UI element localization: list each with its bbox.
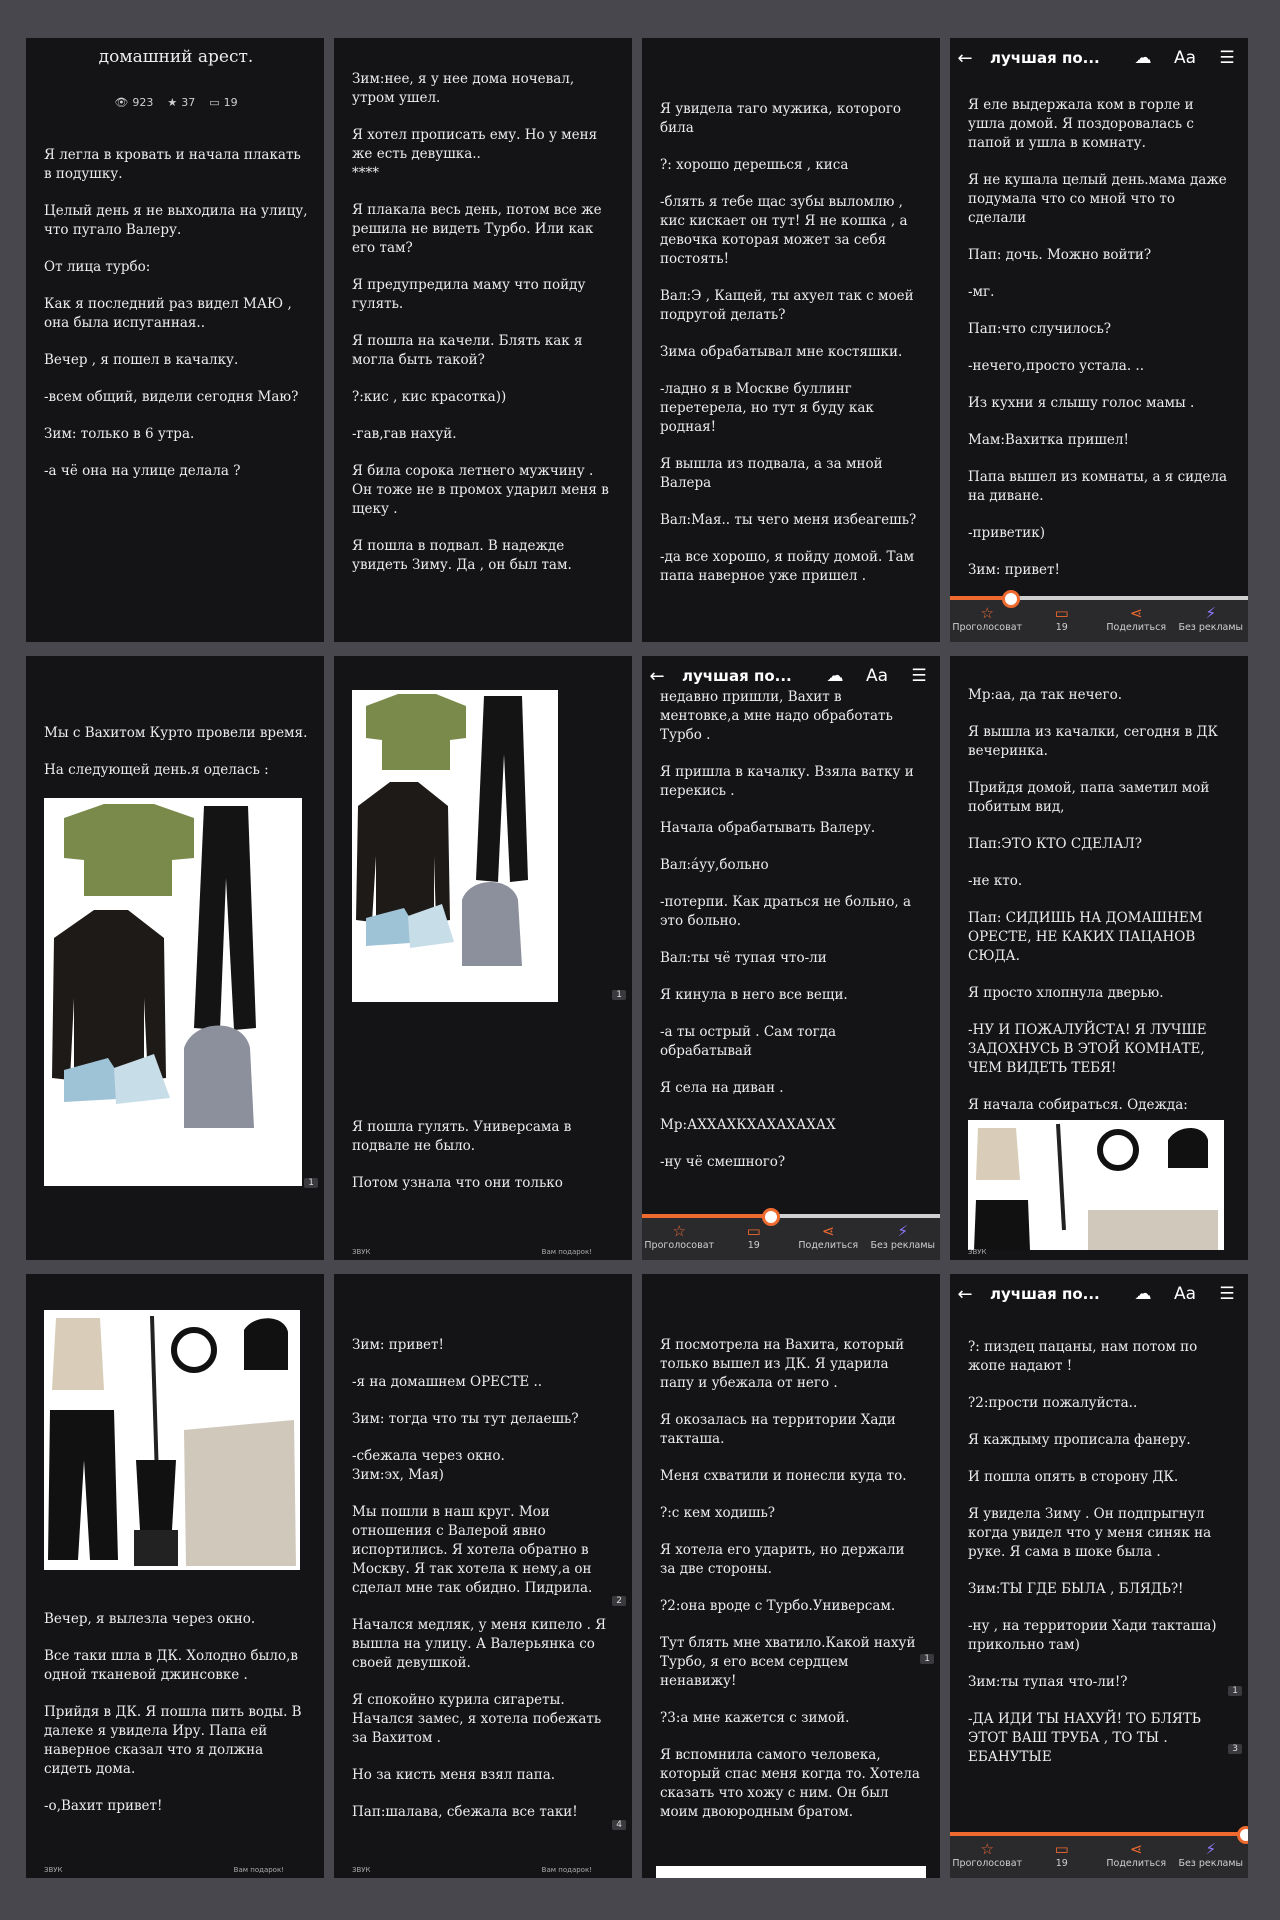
paragraph: Я вспомнила самого человека, который спас меня когда то. Хотела сказать что хожу с ним. Он был моим двоюродным братом. [660,1747,920,1820]
comment-badge[interactable]: 1 [920,1654,934,1664]
paragraph: -я на домашнем ОРЕСТЕ .. [352,1374,543,1390]
paragraph: Вечер , я пошел в качалку. [44,352,239,368]
paragraph: ?3:а мне кажется с зимой. [660,1710,850,1726]
paragraph: -гав,гав нахуй. [352,426,457,442]
paragraph: Зим: тогда что ты тут делаешь? [352,1411,579,1427]
paragraph: -потерпи. Как драться не больно, а это больно. [660,894,911,929]
paragraph: Вал:Э , Кащей, ты ахуел так с моей подругой делать? [660,288,914,323]
sound-label: ЗВУК [352,1866,371,1874]
paragraph: Прийдя домой, папа заметил мой побитым вид, [968,780,1210,815]
paragraph: -а чё она на улице делала ? [44,463,241,479]
comment-badge[interactable]: 2 [612,1596,626,1606]
paragraph: Я легла в кровать и начала плакать в подушку. [44,147,301,182]
screenshot-collage [26,38,1248,1878]
paragraph: -сбежала через окно. Зим:эх, Мая) [352,1448,505,1483]
comment-icon: ▭ [209,96,220,109]
font-settings-button[interactable]: Aa [865,666,889,686]
paragraph: ?:кис , кис красотка)) [352,389,507,405]
cloud-download-icon[interactable]: ☁ [1134,1284,1152,1304]
outfit-image[interactable] [968,1120,1224,1250]
paragraph: Тут блять мне хватило.Какой нахуй Турбо, я его всем сердцем ненавижу! [660,1635,916,1689]
paragraph: Мам:Вахитка пришел! [968,432,1129,448]
paragraph: Я пришла в качалку. Взяла ватку и перекись . [660,764,914,799]
reader-page-4 [950,38,1248,642]
cloud-download-icon[interactable]: ☁ [826,666,844,686]
list-menu-icon[interactable]: ☰ [1219,1284,1235,1304]
action-row [642,1222,940,1251]
outfit-collage-icon [352,690,558,1002]
paragraph: Зим:нее, я у нее дома ночевал, утром ушел. [352,71,575,106]
paragraph: Пап:ЭТО КТО СДЕЛАЛ? [968,836,1143,852]
reader-bottom-bar [642,1214,940,1260]
back-arrow-icon[interactable]: ← [957,47,973,69]
comments-button[interactable]: ▭ 19 [1025,1840,1100,1869]
no-ads-button[interactable]: ⚡ Без рекламы [1174,604,1249,633]
paragraph: Я увидела таго мужика, которого била [660,101,902,136]
sound-label: ЗВУК [44,1866,63,1874]
cloud-download-icon[interactable]: ☁ [1134,48,1152,68]
chapter-text [352,1336,616,1840]
reader-page-2 [334,38,632,642]
comment-badge[interactable]: 1 [1228,1686,1242,1696]
chapter-text [352,1118,616,1211]
chapter-text [968,96,1232,598]
back-arrow-icon[interactable]: ← [957,1283,973,1305]
eye-icon: 👁 [114,96,129,109]
paragraph: недавно пришли, Вахит в ментовке,а мне надо обработать Турбо . [660,689,893,743]
vote-button[interactable]: ☆ Проголосоват [950,604,1025,633]
paragraph: -ладно я в Москве буллинг перетерела, но тут я буду как родная! [660,381,874,435]
paragraph: Зим:ты тупая что-ли!? [968,1674,1128,1690]
reader-bottom-bar [950,596,1248,642]
comment-icon: ▭ [746,1222,761,1240]
reading-progress-fill [642,1214,770,1218]
paragraph: Из кухни я слышу голос мамы . [968,395,1195,411]
reader-toolbar [950,38,1248,78]
comments-button[interactable]: ▭ 19 [1025,604,1100,633]
promo-strip[interactable] [26,1866,324,1878]
reader-page-3 [642,38,940,642]
paragraph: Зим: привет! [352,1337,444,1353]
paragraph: Вал:Мая.. ты чего меня избеагешь? [660,512,917,528]
chapter-text [660,100,924,604]
reading-progress-fill [950,596,1010,600]
chapter-text [968,686,1232,1133]
promo-banner[interactable] [656,1866,926,1878]
share-icon: ⋖ [1129,1840,1143,1858]
lightning-icon: ⚡ [1205,604,1217,622]
paragraph: Пап:шалава, сбежала все таки! [352,1804,578,1820]
chapter-text [352,70,616,593]
font-settings-button[interactable]: Aa [1173,1284,1197,1304]
paragraph: Вечер, я вылезла через окно. [44,1611,256,1627]
paragraph: Я пошла в подвал. В надежде увидеть Зиму. Да , он был там. [352,538,572,573]
paragraph: ?: хорошо дерешься , киса [660,157,849,173]
reading-progress-bar[interactable] [642,1214,940,1218]
paragraph: Я хотел прописать ему. Но у меня же есть девушка.. **** [352,127,598,181]
star-icon: ☆ [672,1222,686,1240]
paragraph: Начался медляк, у меня кипело . Я вышла на улицу. А Валерьянка со своей девушкой. [352,1617,607,1671]
paragraph: Я не кушала целый день.мама даже подумала что со мной что то сделали [968,172,1227,226]
comment-badge[interactable]: 3 [1228,1744,1242,1754]
paragraph: Пап: дочь. Можно войти? [968,247,1152,263]
paragraph: На следующей день.я оделась : [44,762,269,778]
paragraph: ?2:прости пожалуйста.. [968,1395,1138,1411]
reader-page-11 [642,1274,940,1878]
paragraph: Я просто хлопнула дверью. [968,985,1164,1001]
star-icon: ☆ [980,604,994,622]
book-title[interactable]: лучшая по... [682,667,792,685]
paragraph: Потом узнала что они только [352,1175,563,1191]
paragraph: -ну , на территории Хади такташа) прикольно там) [968,1618,1217,1653]
paragraph: От лица турбо: [44,259,151,275]
paragraph: Как я последний раз видел МАЮ , она была испуганная.. [44,296,292,331]
paragraph: -всем общий, видели сегодня Маю? [44,389,299,405]
reading-progress-bar[interactable] [950,1832,1248,1836]
paragraph: ?: пиздец пацаны, нам потом по жопе надают ! [968,1339,1198,1374]
action-row [950,604,1248,633]
paragraph: Зим: только в 6 утра. [44,426,195,442]
paragraph: -о,Вахит привет! [44,1798,163,1814]
chapter-text [44,1610,308,1834]
paragraph: Меня схватили и понесли куда то. [660,1468,907,1484]
paragraph: Я пошла гулять. Универсама в подвале не было. [352,1119,572,1154]
paragraph: Я посмотрела на Вахита, который только вышел из ДК. Я ударила папу и убежала от него . [660,1337,905,1391]
paragraph: Я хотела его ударить, но держали за две стороны. [660,1542,905,1577]
paragraph: Я пошла на качели. Блять как я могла быть такой? [352,333,583,368]
outfit-image[interactable] [352,690,558,1002]
outfit-collage-icon [968,1120,1224,1250]
promo-strip[interactable] [334,1248,632,1260]
reader-page-10 [334,1274,632,1878]
star-icon: ☆ [980,1840,994,1858]
paragraph: -а ты острый . Сам тогда обрабатывай [660,1024,837,1059]
vote-button[interactable]: ☆ Проголосоват [950,1840,1025,1869]
chapter-text [44,724,308,798]
paragraph: Пап: СИДИШЬ НА ДОМАШНЕМ ОРЕСТЕ, НЕ КАКИХ ПАЦАНОВ СЮДА. [968,910,1203,964]
views-count: 👁 923 [114,93,153,112]
paragraph: -ДА ИДИ ТЫ НАХУЙ! ТО БЛЯТЬ ЭТОТ ВАШ ТРУБА , ТО ТЫ . ЕБАНУТЫЕ [968,1711,1201,1765]
chapter-stats [44,93,308,112]
reader-page-1 [26,38,324,642]
paragraph: Пап:что случилось? [968,321,1112,337]
comments-button[interactable]: ▭ 19 [717,1222,792,1251]
paragraph: -мг. [968,284,995,300]
paragraph: Зим:ТЫ ГДЕ БЫЛА , БЛЯДЬ?! [968,1581,1184,1597]
share-button[interactable]: ⋖ Поделиться [791,1222,866,1251]
paragraph: Целый день я не выходила на улицу, что пугало Валеру. [44,203,308,238]
paragraph: Мы с Вахитом Курто провели время. [44,725,308,741]
paragraph: Я села на диван . [660,1080,784,1096]
paragraph: -блять я тебе щас зубы выломлю , кис кискает он тут! Я не кошка , а девочка которая может за себя постоять! [660,194,908,267]
comment-badge[interactable]: 1 [304,1178,318,1188]
paragraph: Все таки шла в ДК. Холодно было,в одной тканевой джинсовке . [44,1648,299,1683]
no-ads-button[interactable]: ⚡ Без рекламы [1174,1840,1249,1869]
paragraph: -не кто. [968,873,1023,889]
paragraph: Я предупредила маму что пойду гулять. [352,277,586,312]
reader-page-5 [26,656,324,1260]
action-row [950,1840,1248,1869]
paragraph: ?:с кем ходишь? [660,1505,776,1521]
outfit-collage-icon [44,798,302,1186]
chapter-text [968,1338,1232,1785]
paragraph: Прийдя в ДК. Я пошла пить воды. В далеке я увидела Иру. Папа ей наверное сказал что я должна сидеть дома. [44,1704,302,1777]
paragraph: Вал:áуу,больно [660,857,769,873]
vote-button[interactable]: ☆ Проголосоват [642,1222,717,1251]
reader-page-12 [950,1274,1248,1878]
promo-strip[interactable] [950,1248,1248,1260]
comment-icon: ▭ [1054,604,1069,622]
lightning-icon: ⚡ [897,1222,909,1240]
promo-strip[interactable] [334,1866,632,1878]
paragraph: Но за кисть меня взял папа. [352,1767,556,1783]
paragraph: -НУ И ПОЖАЛУЙСТА! Я ЛУЧШЕ ЗАДОХНУСЬ В ЭТОЙ КОМНАТЕ, ЧЕМ ВИДЕТЬ ТЕБЯ! [968,1022,1207,1076]
paragraph: Папа вышел из комнаты, а я сидела на диване. [968,469,1228,504]
share-icon: ⋖ [821,1222,835,1240]
comment-icon: ▭ [1054,1840,1069,1858]
paragraph: ?2:она вроде с Турбо.Универсам. [660,1598,896,1614]
paragraph: Мр:аа, да так нечего. [968,687,1122,703]
paragraph: Я увидела Зиму . Он подпрыгнул когда увидел что у меня синяк на руке. Я сама в шоке была . [968,1506,1212,1560]
reader-bottom-bar [950,1832,1248,1878]
comment-badge[interactable]: 1 [612,990,626,1000]
sound-label: ЗВУК [968,1248,987,1256]
chapter-text [660,688,924,1190]
share-button[interactable]: ⋖ Поделиться [1099,604,1174,633]
paragraph: Мы пошли в наш круг. Мои отношения с Валерой явно испортились. Я хотела обратно в Москву. Я так хотела к нему,а он сделал мне так обидно. Пидрила. [352,1504,593,1596]
paragraph: Я каждыму прописала фанеру. [968,1432,1191,1448]
reader-toolbar [950,1274,1248,1314]
paragraph: -ну чё смешного? [660,1154,786,1170]
paragraph: -да все хорошо, я пойду домой. Там папа наверное уже пришел . [660,549,915,584]
star-icon: ★ [167,96,178,109]
paragraph: -нечего,просто устала. .. [968,358,1144,374]
paragraph: Начала обрабатывать Валеру. [660,820,876,836]
paragraph: И пошла опять в сторону ДК. [968,1469,1179,1485]
paragraph: Я плакала весь день, потом все же решила не видеть Турбо. Или как его там? [352,202,602,256]
paragraph: Зим: привет! [968,562,1060,578]
paragraph: Я вышла из качалки, сегодня в ДК вечеринка. [968,724,1218,759]
stars-count[interactable]: ★ 37 [167,93,195,112]
reader-page-9 [26,1274,324,1878]
gift-label: Вам подарок! [541,1866,592,1874]
comments-count[interactable]: ▭ 19 [209,93,237,112]
reader-page-7 [642,656,940,1260]
list-menu-icon[interactable]: ☰ [1219,48,1235,68]
lightning-icon: ⚡ [1205,1840,1217,1858]
gift-label: Вам подарок! [541,1248,592,1256]
paragraph: Я кинула в него все вещи. [660,987,848,1003]
book-title[interactable]: лучшая по... [990,49,1100,67]
paragraph: Я била сорока летнего мужчину . Он тоже не в промох ударил меня в щеку . [352,463,609,517]
list-menu-icon[interactable]: ☰ [911,666,927,686]
paragraph: Я окозалась на территории Хади такташа. [660,1412,896,1447]
paragraph: Я начала собираться. Одежда: [968,1097,1188,1113]
outfit-image[interactable] [44,1310,300,1570]
share-icon: ⋖ [1129,604,1143,622]
reader-page-6 [334,656,632,1260]
reader-page-8 [950,656,1248,1260]
outfit-collage-icon [44,1310,300,1570]
paragraph: Я вышла из подвала, а за мной Валера [660,456,883,491]
paragraph: Я спокойно курила сигареты. Начался замес, я хотела побежать за Вахитом . [352,1692,602,1746]
chapter-text [660,1336,924,1840]
book-title[interactable]: лучшая по... [990,1285,1100,1303]
no-ads-button[interactable]: ⚡ Без рекламы [866,1222,941,1251]
paragraph: Зима обрабатывал мне костяшки. [660,344,903,360]
reading-progress-fill [950,1832,1245,1836]
outfit-image[interactable] [44,798,302,1186]
paragraph: Я еле выдержала ком в горле и ушла домой. Я поздоровалась с папой и ушла в комнату. [968,97,1194,151]
back-arrow-icon[interactable]: ← [649,665,665,687]
font-settings-button[interactable]: Aa [1173,48,1197,68]
paragraph: Вал:ты чё тупая что-ли [660,950,827,966]
chapter-title: домашний арест. [98,47,254,67]
paragraph: -приветик) [968,525,1045,541]
comment-badge[interactable]: 4 [612,1820,626,1830]
paragraph: Мр:АХХАХКХАХАХАХАХ [660,1117,836,1133]
share-button[interactable]: ⋖ Поделиться [1099,1840,1174,1869]
reading-progress-bar[interactable] [950,596,1248,600]
gift-label: Вам подарок! [233,1866,284,1874]
chapter-text [44,38,308,499]
sound-label: ЗВУК [352,1248,371,1256]
